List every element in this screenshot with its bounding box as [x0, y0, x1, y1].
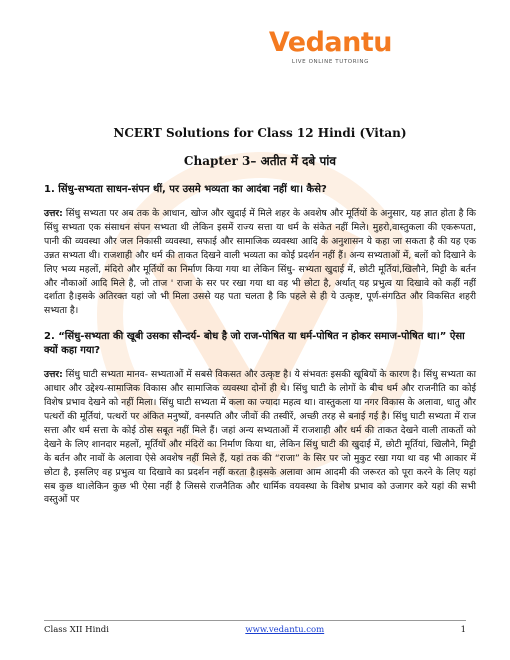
logo-wordmark: Vedantu — [268, 27, 392, 58]
answer-label: उत्तर: — [44, 369, 63, 381]
logo-tagline: LIVE ONLINE TUTORING — [291, 59, 369, 65]
page-footer — [44, 620, 466, 635]
footer-website-link[interactable]: www.vedantu.com — [245, 625, 325, 635]
question-2: 2. “सिंधु-सभ्यता की खूबी उसका सौन्दर्य- बोध है जो राज-पोषित या धर्म-पोषित न होकर समाज-पोषित था।” ऐसा क्यों कहा गया? — [44, 331, 465, 357]
document-title: NCERT Solutions for Class 12 Hindi (Vitan) — [113, 126, 407, 140]
footer-class-label: Class XII Hindi — [44, 625, 109, 635]
document-body — [44, 126, 476, 519]
chapter-title: Chapter 3– अतीत में दबे पांव — [183, 154, 337, 168]
answer-label: उत्तर: — [44, 208, 63, 219]
answer-text: सिंधु घाटी सभ्यता मानव- सभ्यताओं में सबसे विकसत और उत्कृष्ट है। ये संभवतः इसकी खूबियों के कारण है। सिंधु सभ्यता का आधार और उद्देश्य-सामाजिक विकास और सामाजिक व्यवस्था दोनों ही थे। सिंधु घाटी के लोगों के बीच धर्म और राजनीति का कोई विशेष प्रभाव देखने को नहीं मिला। सिंधु घाटी सभ्यता में कला का ज्यादा महत्व था। वास्तुकला या नगर विकास के अलावा, धातु और पत्थरों की मूर्तियां, पत्थरों पर अंकित मनुष्यों, वनस्पति और जीवों की तस्वीरें, अच्छी तरह से बनाई गई है। सिंधु घाटी सभ्यता में राज सत्ता और धर्म सत्ता के कोई ठोस सबूत नहीं मिले हैं। जहां अन्य सभ्यताओं में राजशाही और धर्म की ताकत देखने वाली ताकतों को देखने के लिए शानदार महलों, मूर्तियों और मंदिरों का निर्माण किया था, लेकिन सिंधु घाटी की खुदाई में, छोटी मूर्तियां, खिलौने, मिट्टी के बर्तन और नावों के अलावा ऐसे अवशेष नहीं मिले हैं, यहां तक की “राजा” के सिर पर जो मुकुट रखा गया था वह भी आकार में छोटा है, इसलिए वह प्रभुत्व या दिखावे का प्रदर्शन नहीं करता है।इसके अलावा आम आदमी की जरूरत को पूरा करने के लिए यहां सब कुछ था।लेकिन कुछ भी ऐसा नहीं है जिससे राजनैतिक और धार्मिक वयवस्था के विशेष प्रभाव को उजागर करे यहां की सभी वस्तुओं पर — [44, 369, 476, 506]
answer-1 — [44, 207, 476, 318]
vedantu-logo — [269, 28, 392, 65]
answer-text: सिंधु सभ्यता पर अब तक के आधान, खोज और खुदाई में मिले शहर के अवशेष और मूर्तियों के अनुसार, यह ज्ञात होता है कि सिंधु सभ्यता एक संसाधन संपन सभ्यता थी लेकिन इसमें राज्य सत्ता या धर्म के संकेत नहीं मिले। मुहरो,वास्तुकला की एकरूपता, पानी की व्यवस्था और जल निकासी व्यवस्था, सफाई और सामाजिक व्यवस्था आदि के अनुशासन ये कहा जा सकता है की यह एक उन्नत सभ्यता थी। राजशाही और धर्म की ताकत दिखने वाली भव्यता का कोई प्रदर्शन नहीं हैं। अन्य सभ्यताओं में, बलों को दिखाने के लिए भव्य महलों, मंदिरो और मूर्तियों का निर्माण किया गया था लेकिन सिंधु- सभ्यता खुदाई में, छोटी मूर्तियां,खिलौने, मिट्टी के बर्तन और नौकाओं आदि मिले है, जो ताज ' राजा के सर पर रखा गया था वह भी छोटा है, अर्थात् यह प्रभुत्व या दिखावे को कहीं नहीं दर्शाता है।इसके अतिरक्त यहां जो भी मिला उससे यह पता चलता है कि पहले से ही ये उत्कृष्ट, पूर्ण-संगठित और विकसित शहरी सभ्यता है। — [44, 208, 476, 317]
question-1: 1. सिंधु-सभ्यता साधन-संपन थीं, पर उसमे भव्यता का आदंबा नहीं था। कैसे? — [44, 184, 327, 195]
page-number: 1 — [460, 625, 466, 635]
answer-2 — [44, 368, 476, 507]
